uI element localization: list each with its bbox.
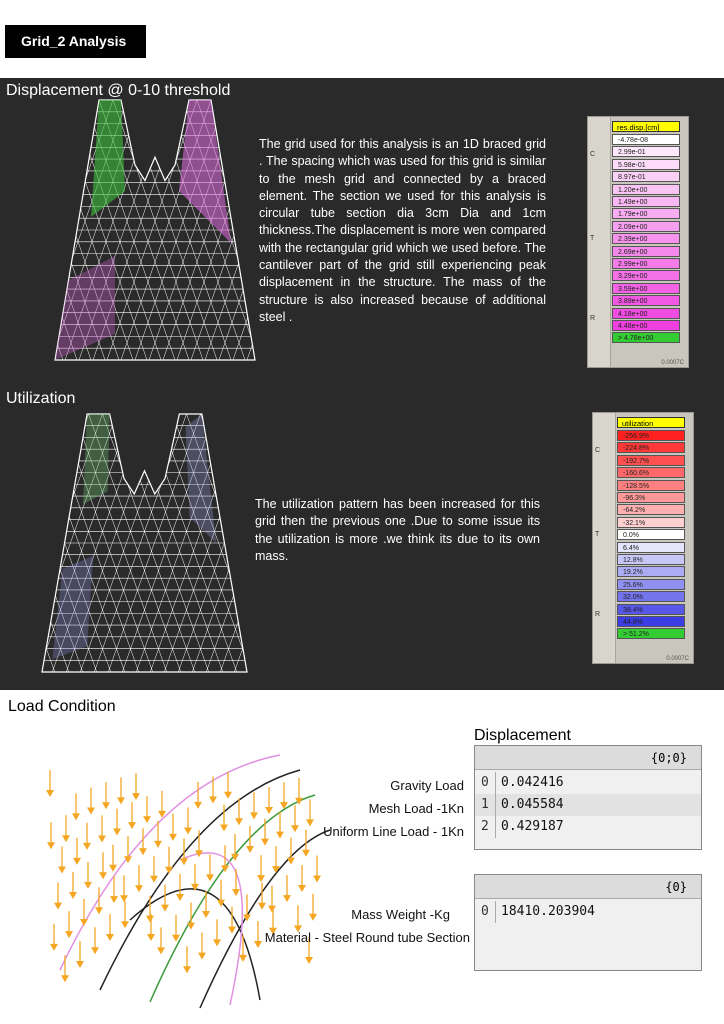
line-load-label: Uniform Line Load - 1Kn	[323, 824, 464, 839]
legend-row: 0.0%	[617, 529, 685, 540]
panel-row: 0 18410.203904	[475, 901, 701, 923]
port-t[interactable]: T	[595, 531, 600, 538]
legend-row: 2.09e+00	[612, 221, 680, 232]
displacement-output-heading: Displacement	[474, 727, 571, 744]
legend-row: > 51.2%	[617, 628, 685, 639]
utilization-panel	[0, 386, 724, 690]
utilization-description: The utilization pattern has been increased for this grid then the previous one .Due to some issue its the utilization is more .we think its due to its own mass.	[255, 497, 540, 563]
legend-row: -64.2%	[617, 504, 685, 515]
legend-row: -96.3%	[617, 492, 685, 503]
legend-row: 4.48e+00	[612, 320, 680, 331]
legend-row: -160.6%	[617, 467, 685, 478]
mesh-load-label: Mesh Load -1Kn	[368, 801, 464, 816]
panel-path: {0}	[475, 875, 701, 899]
legend-row: 1.79e+00	[612, 208, 680, 219]
legend-row: 2.99e-01	[612, 146, 680, 157]
legend-row: 38.4%	[617, 604, 685, 615]
legend-row: -256.9%	[617, 430, 685, 441]
panel-row: 0 0.042416	[475, 772, 701, 794]
gravity-load-label: Gravity Load	[390, 778, 464, 793]
port-t[interactable]: T	[590, 235, 595, 242]
panel-path: {0;0}	[475, 746, 701, 770]
legend-row: -32.1%	[617, 517, 685, 528]
legend-title: res.disp.[cm]	[612, 121, 680, 132]
legend-row: 1.20e+00	[612, 184, 680, 195]
legend-row: -128.5%	[617, 480, 685, 491]
legend-row: -224.8%	[617, 442, 685, 453]
legend-row: -4.78e-08	[612, 134, 680, 145]
legend-row: 25.6%	[617, 579, 685, 590]
legend-row: 2.99e+00	[612, 258, 680, 269]
displacement-heading: Displacement @ 0-10 threshold	[6, 82, 231, 99]
load-condition-model	[30, 740, 340, 1010]
legend-row: 12.8%	[617, 554, 685, 565]
material-label: Material - Steel Round tube Section	[264, 930, 470, 945]
legend-title: utilization	[617, 417, 685, 428]
page-title: Grid_2 Analysis	[5, 25, 146, 58]
panel-row: 2 0.429187	[475, 816, 701, 838]
legend-row: 44.8%	[617, 616, 685, 627]
displacement-description: The grid used for this analysis is an 1D braced grid . The spacing which was used for this grid is similar to the mesh grid and connected by a braced element. The section we used for this analysis is circular tube section dia 3cm Dia and 1cm thickness.The displacement is more wen compared with the rectangular grid which we used before. The cantilever part of the grid still experiencing peak displacement in the structure. The mass of the structure is also increased because of additional steel .	[259, 137, 546, 324]
legend-row: 6.4%	[617, 542, 685, 553]
displacement-value-panel[interactable]	[474, 745, 702, 850]
utilization-heading: Utilization	[6, 390, 76, 407]
port-c[interactable]: C	[595, 447, 601, 454]
legend-row: 2.69e+00	[612, 246, 680, 257]
legend-footer: 0.0007C	[666, 656, 689, 662]
mass-value-panel[interactable]	[474, 874, 702, 971]
legend-row: 1.49e+00	[612, 196, 680, 207]
port-c[interactable]: C	[590, 151, 596, 158]
port-r[interactable]: R	[595, 611, 601, 618]
load-condition-heading: Load Condition	[8, 698, 116, 715]
legend-row: -192.7%	[617, 455, 685, 466]
mass-weight-label: Mass Weight -Kg	[351, 907, 450, 922]
displacement-legend-component[interactable]	[587, 116, 689, 368]
legend-row: 19.2%	[617, 566, 685, 577]
port-r[interactable]: R	[590, 315, 596, 322]
legend-row: 5.98e-01	[612, 159, 680, 170]
utilization-legend-component[interactable]	[592, 412, 694, 664]
legend-row: > 4.78e+00	[612, 332, 680, 343]
displacement-panel	[0, 78, 724, 386]
legend-footer: 0.0007C	[661, 360, 684, 366]
legend-row: 32.0%	[617, 591, 685, 602]
legend-row: 3.29e+00	[612, 270, 680, 281]
utilization-grid-model	[42, 414, 247, 672]
legend-row: 8.97e-01	[612, 171, 680, 182]
legend-row: 2.39e+00	[612, 233, 680, 244]
legend-row: 3.59e+00	[612, 283, 680, 294]
panel-row: 1 0.045584	[475, 794, 701, 816]
displacement-grid-model	[55, 100, 255, 360]
legend-row: 3.89e+00	[612, 295, 680, 306]
legend-row: 4.18e+00	[612, 308, 680, 319]
